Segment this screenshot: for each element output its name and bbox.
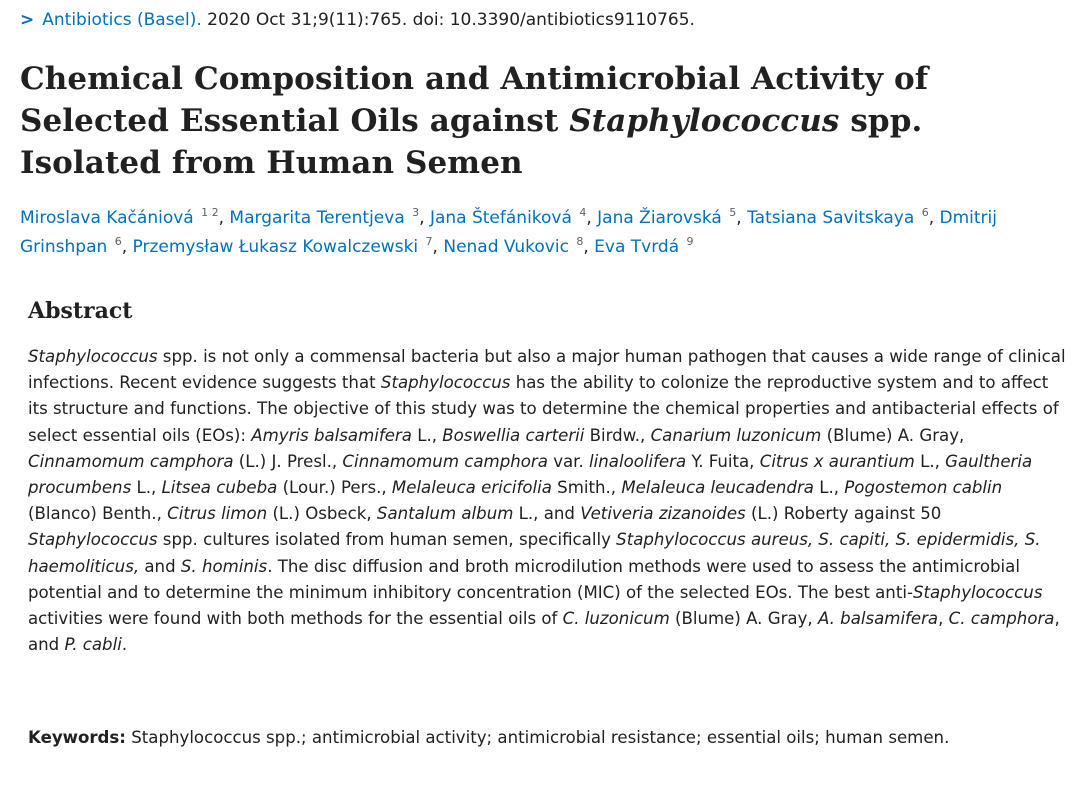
abstract-text-segment: , [938, 609, 949, 629]
abstract-italic-term: Litsea cubeba [161, 478, 278, 498]
author-link[interactable] [597, 208, 736, 228]
abstract-italic-term: Pogostemon cablin [844, 478, 1003, 498]
author-name[interactable]: Dmitrij Grinshpan [20, 208, 997, 257]
author-separator: , [121, 237, 133, 257]
abstract-text-segment: (L.) Roberty against 50 [745, 504, 942, 524]
title-prefix: Chemical Composition and Antimicrobial Activity of Selected Essential Oils against [20, 61, 929, 139]
abstract-text-segment: Y. Fuita, [686, 451, 760, 471]
abstract-text-segment: L., [914, 451, 946, 471]
abstract-text-segment: L., [813, 478, 845, 498]
abstract-italic-term: S. hominis [180, 556, 268, 576]
author-list [20, 204, 1070, 262]
abstract-text-segment: activities were found with both methods for the essential oils of [28, 609, 563, 629]
affiliation-number[interactable]: 1 2 [201, 206, 219, 220]
author-separator: , [928, 208, 940, 228]
abstract-italic-term: Staphylococcus [28, 347, 158, 366]
abstract-italic-term: Staphylococcus [380, 373, 511, 393]
abstract-italic-term: Staphylococcus [28, 530, 158, 550]
abstract-text-segment: var. [547, 451, 590, 471]
author-separator: , [432, 237, 444, 257]
affiliation-number[interactable]: 6 [114, 235, 122, 249]
abstract-italic-term: Citrus x aurantium [759, 451, 915, 471]
abstract-italic-term: C. luzonicum [562, 609, 670, 629]
keywords-label: Keywords: [28, 728, 126, 747]
author-name[interactable]: Miroslava Kačániová [20, 208, 194, 228]
author-separator: , [736, 208, 748, 228]
abstract-italic-term: Staphylococcus [912, 582, 1043, 602]
abstract-text-segment: . The disc diffusion and broth microdilution methods were used to assess the antimicrobial potential and to determine the minimum inhibitory concentration (MIC) of the selected EOs. The best anti- [28, 556, 1020, 602]
abstract-text-segment: (L.) J. Presl., [233, 451, 343, 471]
abstract-italic-term: Santalum album [376, 504, 514, 524]
abstract-italic-term: Cinnamomum camphora [28, 451, 234, 471]
abstract-text-segment: (Blume) A. Gray, [821, 425, 965, 445]
author-separator: , [218, 208, 230, 228]
author-link[interactable] [443, 237, 583, 257]
abstract-text-segment: has the ability to colonize the reproductive system and to affect its structure and functions. The objective of this study was to determine the chemical properties and antibacterial effects of select essential oils (EOs): [28, 373, 1059, 445]
abstract-italic-term: Canarium luzonicum [650, 425, 822, 445]
author-link[interactable] [20, 208, 219, 228]
affiliation-number[interactable]: 4 [579, 206, 587, 220]
abstract-italic-term: Melaleuca ericifolia [391, 478, 552, 498]
keywords-text: Staphylococcus spp.; antimicrobial activity; antimicrobial resistance; essential oils; human semen. [131, 728, 950, 747]
author-name[interactable]: Eva Tvrdá [594, 237, 680, 257]
abstract-text-segment: , and [28, 609, 1060, 655]
author-name[interactable]: Jana Žiarovská [597, 208, 722, 228]
abstract-italic-term: Gaultheria procumbens [28, 451, 1033, 498]
author-name[interactable]: Nenad Vukovic [443, 237, 569, 257]
abstract-italic-term: Vetiveria zizanoides [580, 504, 746, 524]
affiliation-number[interactable]: 9 [686, 235, 694, 249]
affiliation-number[interactable]: 6 [921, 206, 929, 220]
abstract-text-segment: L., and [513, 504, 581, 524]
abstract-text-segment: spp. is not only a commensal bacteria but also a major human pathogen that causes a wide range of clinical infections. Recent evidence suggests that [28, 347, 1066, 393]
abstract-text-segment: (Blume) A. Gray, [669, 609, 818, 629]
affiliation-number[interactable]: 5 [729, 206, 737, 220]
abstract-italic-term: A. balsamifera [817, 609, 939, 629]
abstract-text-segment: Smith., [551, 478, 622, 498]
citation-details: 2020 Oct 31;9(11):765. doi: 10.3390/antibiotics9110765. [207, 10, 695, 30]
title-suffix: spp. Isolated from Human Semen [20, 103, 923, 181]
abstract-text-segment: (Lour.) Pers., [277, 478, 392, 498]
abstract-text-segment: and [139, 556, 181, 576]
abstract-italic-term: C. camphora [948, 609, 1055, 629]
affiliation-number[interactable]: 3 [412, 206, 420, 220]
abstract-heading: Abstract [28, 298, 133, 324]
abstract-italic-term: Melaleuca leucadendra [621, 478, 814, 498]
author-link[interactable] [594, 237, 693, 257]
abstract-italic-term: Staphylococcus aureus, S. capiti, S. epidermidis, S. haemoliticus, [28, 530, 1041, 576]
title-italic: Staphylococcus [569, 103, 840, 139]
abstract-text-segment: Birdw., [584, 425, 651, 445]
abstract-italic-term: Amyris balsamifera [251, 425, 412, 445]
abstract-text-segment: (L.) Osbeck, [267, 504, 377, 524]
author-link[interactable] [229, 208, 419, 228]
author-separator: , [586, 208, 598, 228]
abstract-italic-term: Citrus limon [167, 504, 268, 524]
abstract-text-segment: L., [411, 425, 443, 445]
journal-link[interactable]: Antibiotics (Basel). [42, 10, 202, 30]
author-separator: , [583, 237, 595, 257]
author-link[interactable] [133, 237, 433, 257]
abstract-text-segment: spp. cultures isolated from human semen, specifically [157, 530, 617, 550]
abstract-text-segment: (Blanco) Benth., [28, 504, 168, 524]
author-name[interactable]: Jana Štefániková [429, 208, 572, 228]
abstract-italic-term: P. cabli [64, 635, 122, 655]
author-separator: , [419, 208, 430, 228]
author-name[interactable]: Margarita Terentjeva [229, 208, 405, 228]
article-title [20, 58, 1060, 184]
author-name[interactable]: Przemysław Łukasz Kowalczewski [132, 237, 419, 257]
abstract-italic-term: Cinnamomum camphora [342, 451, 548, 471]
affiliation-number[interactable]: 8 [576, 235, 584, 249]
author-name[interactable]: Tatsiana Savitskaya [747, 208, 915, 228]
abstract-text-segment: . [121, 635, 128, 655]
keywords [28, 724, 1068, 751]
citation-line [20, 10, 695, 30]
abstract-text [28, 344, 1068, 658]
abstract-text-segment: L., [131, 478, 162, 498]
author-link[interactable] [747, 208, 929, 228]
author-link[interactable] [430, 208, 586, 228]
abstract-italic-term: linaloolifera [589, 451, 687, 471]
chevron-right-icon: > [20, 10, 35, 30]
abstract-italic-term: Boswellia carterii [442, 425, 585, 445]
affiliation-number[interactable]: 7 [425, 235, 433, 249]
